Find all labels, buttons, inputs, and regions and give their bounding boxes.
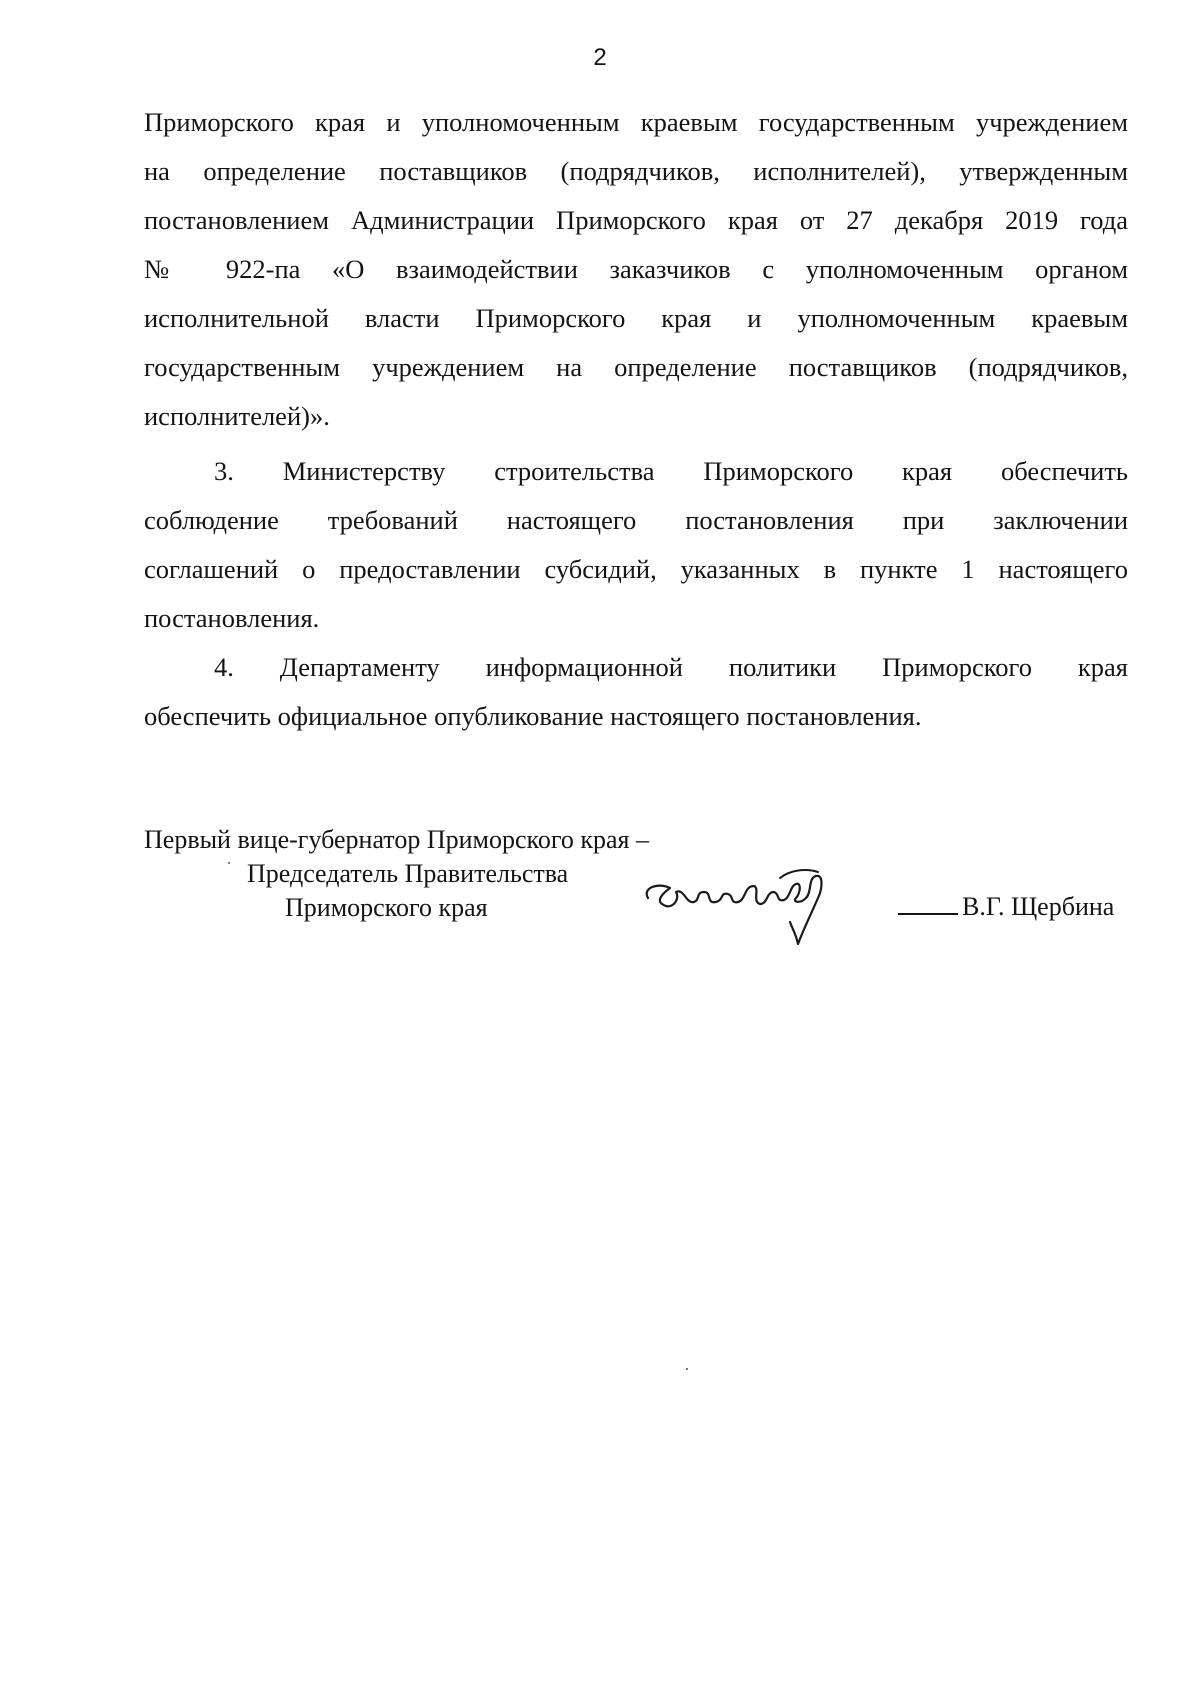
item-4-line: обеспечить официальное опубликование настоящего постановления. (144, 701, 922, 731)
signer-name: В.Г. Щербина (962, 892, 1115, 921)
item-3-paragraph (144, 447, 1128, 643)
item-3-line: постановления. (144, 603, 320, 633)
intro-paragraph (144, 98, 1128, 441)
item-3-line: соглашений о предоставлении субсидий, указанных в пункте 1 настоящего (144, 554, 1128, 584)
intro-line: исполнителей)». (144, 401, 330, 431)
signature-dash (898, 913, 958, 915)
intro-line: Приморского края и уполномоченным краевым государственным учреждением (144, 107, 1128, 137)
signer-title-line-1: Первый вице-губернатор Приморского края – (144, 825, 649, 854)
signer-title-line-3: Приморского края (285, 893, 488, 922)
intro-line: № 922-па «О взаимодействии заказчиков с уполномоченным органом (144, 254, 1128, 284)
handwritten-signature (640, 858, 900, 948)
item-4-line: 4. Департаменту информационной политики Приморского края (214, 652, 1128, 682)
intro-line: исполнительной власти Приморского края и уполномоченным краевым (144, 303, 1128, 333)
item-3-line: соблюдение требований настоящего постановления при заключении (144, 505, 1128, 535)
intro-line: постановлением Администрации Приморского края от 27 декабря 2019 года (144, 205, 1128, 235)
signer-title-line-2: Председатель Правительства (247, 859, 569, 888)
intro-line: на определение поставщиков (подрядчиков, исполнителей), утвержденным (144, 156, 1128, 186)
intro-line: государственным учреждением на определение поставщиков (подрядчиков, (144, 352, 1128, 382)
scan-speck (228, 862, 230, 864)
item-4-paragraph (144, 643, 1128, 741)
scan-speck (686, 1368, 688, 1370)
item-3-line: 3. Министерству строительства Приморского края обеспечить (214, 456, 1128, 486)
page-number: 2 (593, 44, 607, 71)
